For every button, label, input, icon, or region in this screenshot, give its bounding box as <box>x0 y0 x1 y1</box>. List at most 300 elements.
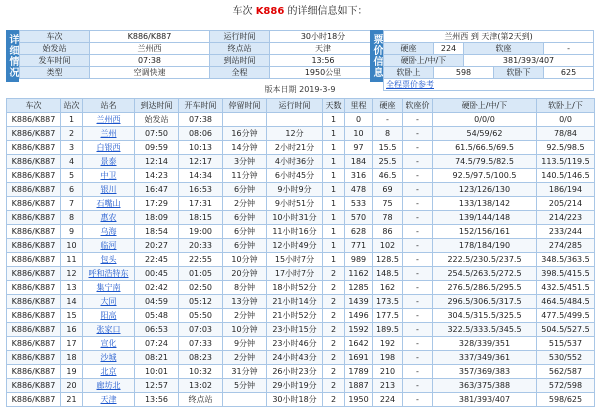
table-cell: 13:02 <box>179 379 223 393</box>
table-cell: 184 <box>345 155 373 169</box>
table-cell: 10小时31分 <box>267 211 323 225</box>
title-suffix: 的详细信息如下： <box>287 6 368 17</box>
table-cell: 152/156/161 <box>433 225 537 239</box>
column-header: 车次 <box>7 99 61 113</box>
table-cell: 1439 <box>345 295 373 309</box>
table-cell: 177.5 <box>373 309 403 323</box>
soft-sleeper-lower-label: 软卧下 <box>494 67 544 79</box>
station-link[interactable]: 呼和浩特东 <box>83 267 135 281</box>
table-cell: 14:23 <box>135 169 179 183</box>
table-cell: 00:45 <box>135 267 179 281</box>
table-row <box>7 225 595 239</box>
table-cell: 14分钟 <box>223 141 267 155</box>
table-cell: 598/625 <box>537 393 595 407</box>
table-cell: 16:53 <box>179 183 223 197</box>
table-cell: 30小时18分 <box>267 393 323 407</box>
table-cell: 504.5/527.5 <box>537 323 595 337</box>
table-cell: 133/138/142 <box>433 197 537 211</box>
column-header: 硬卧上/中/下 <box>433 99 537 113</box>
table-cell: - <box>403 295 433 309</box>
table-cell: 11 <box>61 253 83 267</box>
table-cell: 2 <box>323 365 345 379</box>
table-cell: K886/K887 <box>7 197 61 211</box>
table-cell: 22:45 <box>135 253 179 267</box>
table-cell: 381/393/407 <box>433 393 537 407</box>
station-link[interactable]: 乌海 <box>83 225 135 239</box>
table-cell: - <box>403 127 433 141</box>
table-cell: 2 <box>323 351 345 365</box>
table-cell: 10:13 <box>179 141 223 155</box>
table-cell: 8分钟 <box>223 281 267 295</box>
table-cell: 46.5 <box>373 169 403 183</box>
table-cell: 1 <box>323 169 345 183</box>
hard-seat-label: 硬座 <box>384 43 434 55</box>
table-cell: 6小时45分 <box>267 169 323 183</box>
table-cell: 357/369/383 <box>433 365 537 379</box>
table-cell: 15 <box>61 309 83 323</box>
table-row <box>7 155 595 169</box>
table-cell: 08:21 <box>135 351 179 365</box>
station-link[interactable]: 宣化 <box>83 337 135 351</box>
table-cell: 210 <box>373 365 403 379</box>
table-cell: - <box>403 211 433 225</box>
table-cell: 464.5/484.5 <box>537 295 595 309</box>
table-cell: K886/K887 <box>7 323 61 337</box>
station-link[interactable]: 白银西 <box>83 141 135 155</box>
table-cell: 13:56 <box>135 393 179 407</box>
table-row <box>7 127 595 141</box>
table-cell: 86 <box>373 225 403 239</box>
column-header: 开车时间 <box>179 99 223 113</box>
info-value: 07:38 <box>90 55 210 67</box>
table-row <box>7 239 595 253</box>
table-cell: 8 <box>61 211 83 225</box>
column-header: 天数 <box>323 99 345 113</box>
table-row <box>7 337 595 351</box>
table-row <box>7 183 595 197</box>
table-cell: 18 <box>61 351 83 365</box>
table-cell: 123/126/130 <box>433 183 537 197</box>
column-header: 硬座 <box>373 99 403 113</box>
table-cell: 1642 <box>345 337 373 351</box>
station-link[interactable]: 天津 <box>83 393 135 407</box>
table-cell: 1 <box>323 141 345 155</box>
table-cell: 530/552 <box>537 351 595 365</box>
station-link[interactable]: 临河 <box>83 239 135 253</box>
table-cell: 14:34 <box>179 169 223 183</box>
table-cell: 1 <box>61 113 83 127</box>
table-row <box>7 365 595 379</box>
table-cell: K886/K887 <box>7 379 61 393</box>
column-header: 站名 <box>83 99 135 113</box>
table-cell: 4 <box>61 155 83 169</box>
table-cell: K886/K887 <box>7 267 61 281</box>
table-cell: 6分钟 <box>223 239 267 253</box>
full-price-link[interactable]: 全程票价参考 <box>386 79 434 89</box>
table-cell: 12:14 <box>135 155 179 169</box>
station-link[interactable]: 石嘴山 <box>83 197 135 211</box>
table-cell: 1 <box>323 155 345 169</box>
table-cell: K886/K887 <box>7 393 61 407</box>
table-row <box>7 267 595 281</box>
table-cell: 0/0 <box>537 113 595 127</box>
soft-sleeper-lower-price: 625 <box>544 67 594 79</box>
table-cell: 1 <box>323 225 345 239</box>
table-cell: 432.5/451.5 <box>537 281 595 295</box>
table-cell: 18:09 <box>135 211 179 225</box>
table-cell: 10分钟 <box>223 323 267 337</box>
table-cell: 348.5/363.5 <box>537 253 595 267</box>
column-header: 停留时间 <box>223 99 267 113</box>
table-cell: 128.5 <box>373 253 403 267</box>
table-cell: 21小时52分 <box>267 309 323 323</box>
table-cell: 2 <box>323 337 345 351</box>
table-cell: 02:50 <box>179 281 223 295</box>
table-cell: 1 <box>323 211 345 225</box>
table-cell: 533 <box>345 197 373 211</box>
table-cell: 213 <box>373 379 403 393</box>
table-cell: 19 <box>61 365 83 379</box>
table-cell: 09:59 <box>135 141 179 155</box>
hard-seat-price: 224 <box>434 43 464 55</box>
table-cell: 20分钟 <box>223 267 267 281</box>
table-cell: 2 <box>323 379 345 393</box>
table-cell: 9分钟 <box>223 337 267 351</box>
column-header: 软卧上/下 <box>537 99 595 113</box>
table-cell: 6分钟 <box>223 225 267 239</box>
table-cell: 12分 <box>267 127 323 141</box>
table-cell: 1 <box>323 197 345 211</box>
table-cell: 322.5/333.5/345.5 <box>433 323 537 337</box>
column-header: 里程 <box>345 99 373 113</box>
table-cell: 4小时36分 <box>267 155 323 169</box>
table-cell: 7 <box>61 197 83 211</box>
station-link[interactable]: 银川 <box>83 183 135 197</box>
table-cell: - <box>403 351 433 365</box>
table-cell: 终点站 <box>179 393 223 407</box>
table-cell: 189.5 <box>373 323 403 337</box>
info-label: 到站时间 <box>210 55 270 67</box>
table-row <box>7 323 595 337</box>
table-cell: 23小时15分 <box>267 323 323 337</box>
table-cell: 2 <box>323 323 345 337</box>
table-cell: 22:55 <box>179 253 223 267</box>
price-info-table <box>383 30 594 91</box>
table-row <box>7 197 595 211</box>
info-value: 13:56 <box>270 55 377 67</box>
table-cell: 140.5/146.5 <box>537 169 595 183</box>
table-cell: 54/59/62 <box>433 127 537 141</box>
table-cell <box>223 113 267 127</box>
info-value: 天津 <box>270 43 377 55</box>
station-link[interactable]: 集宁南 <box>83 281 135 295</box>
table-cell: 224 <box>373 393 403 407</box>
table-cell: 198 <box>373 351 403 365</box>
column-header: 站次 <box>61 99 83 113</box>
table-cell: 17 <box>61 337 83 351</box>
table-cell: 2 <box>323 393 345 407</box>
table-cell: 2分钟 <box>223 309 267 323</box>
info-value: 空调快速 <box>90 67 210 79</box>
table-cell: 572/598 <box>537 379 595 393</box>
table-cell: 139/144/148 <box>433 211 537 225</box>
table-cell: 570 <box>345 211 373 225</box>
table-cell: 9小时9分 <box>267 183 323 197</box>
table-cell: - <box>403 393 433 407</box>
info-row <box>20 55 377 67</box>
table-cell: 10:01 <box>135 365 179 379</box>
table-cell: 989 <box>345 253 373 267</box>
table-cell: 2 <box>61 127 83 141</box>
table-cell: 17:29 <box>135 197 179 211</box>
station-link[interactable]: 廊坊北 <box>83 379 135 393</box>
table-row <box>7 295 595 309</box>
table-cell: K886/K887 <box>7 295 61 309</box>
table-cell: 2 <box>323 309 345 323</box>
soft-seat-price: - <box>544 43 594 55</box>
table-cell: 562/587 <box>537 365 595 379</box>
table-cell: K886/K887 <box>7 127 61 141</box>
table-cell: 12 <box>61 267 83 281</box>
table-cell: 08:23 <box>179 351 223 365</box>
table-cell: 05:12 <box>179 295 223 309</box>
soft-sleeper-upper-price: 598 <box>434 67 494 79</box>
station-link[interactable]: 张家口 <box>83 323 135 337</box>
table-cell: 29小时19分 <box>267 379 323 393</box>
table-cell: K886/K887 <box>7 211 61 225</box>
table-cell: 205/214 <box>537 197 595 211</box>
table-cell: 515/537 <box>537 337 595 351</box>
table-cell: 06:53 <box>135 323 179 337</box>
info-label: 终点站 <box>210 43 270 55</box>
table-cell: 10分钟 <box>223 253 267 267</box>
table-cell: 162 <box>373 281 403 295</box>
info-label: 类型 <box>20 67 90 79</box>
table-cell: K886/K887 <box>7 337 61 351</box>
table-cell: - <box>373 113 403 127</box>
table-cell: 2 <box>323 267 345 281</box>
table-cell: 3 <box>61 141 83 155</box>
title-prefix: 车次 <box>232 6 253 17</box>
table-cell: - <box>403 197 433 211</box>
table-cell: 05:48 <box>135 309 179 323</box>
table-cell: 1162 <box>345 267 373 281</box>
station-link[interactable]: 兰州西 <box>83 113 135 127</box>
table-cell: 17:31 <box>179 197 223 211</box>
table-cell: 92.5/97.5/100.5 <box>433 169 537 183</box>
table-cell: 78/84 <box>537 127 595 141</box>
table-cell: 17小时7分 <box>267 267 323 281</box>
table-cell: K886/K887 <box>7 225 61 239</box>
table-cell: 12:17 <box>179 155 223 169</box>
table-cell: 1950 <box>345 393 373 407</box>
column-header: 到达时间 <box>135 99 179 113</box>
info-label: 始发站 <box>20 43 90 55</box>
table-cell: K886/K887 <box>7 365 61 379</box>
table-cell: 0 <box>345 113 373 127</box>
table-cell: 75 <box>373 197 403 211</box>
table-cell: 05:50 <box>179 309 223 323</box>
info-value: 兰州西 <box>90 43 210 55</box>
table-cell: 18:15 <box>179 211 223 225</box>
version-date: 版本日期 2019-3-9 <box>264 85 336 94</box>
table-cell: 26小时23分 <box>267 365 323 379</box>
table-cell: - <box>403 183 433 197</box>
table-cell: 1 <box>323 239 345 253</box>
table-row <box>7 309 595 323</box>
table-cell: 3分钟 <box>223 155 267 169</box>
table-cell: 6分钟 <box>223 183 267 197</box>
table-cell: 11分钟 <box>223 169 267 183</box>
station-link[interactable]: 阳高 <box>83 309 135 323</box>
station-link[interactable]: 包头 <box>83 253 135 267</box>
soft-seat-label: 软座 <box>464 43 544 55</box>
hard-sleeper-price: 381/393/407 <box>464 55 594 67</box>
column-header: 运行时间 <box>267 99 323 113</box>
table-cell: 24小时43分 <box>267 351 323 365</box>
table-cell: 31分钟 <box>223 365 267 379</box>
table-cell: - <box>403 365 433 379</box>
table-cell: 10 <box>345 127 373 141</box>
table-cell: 21 <box>61 393 83 407</box>
table-cell: - <box>403 155 433 169</box>
station-link[interactable]: 景泰 <box>83 155 135 169</box>
price-panel-label: 票价信息 <box>370 30 383 82</box>
table-cell: 20:33 <box>179 239 223 253</box>
table-cell: 15小时7分 <box>267 253 323 267</box>
table-cell: K886/K887 <box>7 351 61 365</box>
table-cell: 23小时46分 <box>267 337 323 351</box>
table-cell: 1887 <box>345 379 373 393</box>
table-cell: 1285 <box>345 281 373 295</box>
table-cell: 2分钟 <box>223 351 267 365</box>
table-cell: 15.5 <box>373 141 403 155</box>
table-row <box>7 169 595 183</box>
table-cell: 276.5/286.5/295.5 <box>433 281 537 295</box>
table-cell: 328/339/351 <box>433 337 537 351</box>
station-link[interactable]: 大同 <box>83 295 135 309</box>
table-cell: K886/K887 <box>7 113 61 127</box>
table-cell: K886/K887 <box>7 309 61 323</box>
table-cell: 173.5 <box>373 295 403 309</box>
table-cell: 192 <box>373 337 403 351</box>
table-cell: 25.5 <box>373 155 403 169</box>
table-cell: 398.5/415.5 <box>537 267 595 281</box>
table-row <box>7 379 595 393</box>
table-cell: 1691 <box>345 351 373 365</box>
info-row <box>20 67 377 79</box>
table-cell: 1 <box>323 127 345 141</box>
table-cell: 74.5/79.5/82.5 <box>433 155 537 169</box>
table-cell: 61.5/66.5/69.5 <box>433 141 537 155</box>
info-label: 全程 <box>210 67 270 79</box>
table-cell: K886/K887 <box>7 281 61 295</box>
table-cell <box>223 393 267 407</box>
info-value: 30小时18分 <box>270 31 377 43</box>
table-cell: 1 <box>323 253 345 267</box>
table-cell: 11小时16分 <box>267 225 323 239</box>
table-cell: 186/194 <box>537 183 595 197</box>
table-cell: 304.5/315.5/325.5 <box>433 309 537 323</box>
table-cell: 113.5/119.5 <box>537 155 595 169</box>
station-link[interactable]: 沙城 <box>83 351 135 365</box>
table-cell: 363/375/388 <box>433 379 537 393</box>
table-cell: K886/K887 <box>7 239 61 253</box>
table-cell: 1 <box>323 183 345 197</box>
table-cell: 316 <box>345 169 373 183</box>
table-cell: - <box>403 323 433 337</box>
table-cell: - <box>403 225 433 239</box>
table-row <box>7 113 595 127</box>
table-cell: 69 <box>373 183 403 197</box>
table-cell: 18:54 <box>135 225 179 239</box>
train-number: K886 <box>255 6 285 17</box>
table-cell: 92.5/98.5 <box>537 141 595 155</box>
table-cell: 08:06 <box>179 127 223 141</box>
table-cell: 0/0/0 <box>433 113 537 127</box>
table-cell: 12小时49分 <box>267 239 323 253</box>
table-cell: 178/184/190 <box>433 239 537 253</box>
table-cell: 13分钟 <box>223 295 267 309</box>
table-cell: 16:47 <box>135 183 179 197</box>
table-cell: 628 <box>345 225 373 239</box>
table-cell: 20 <box>61 379 83 393</box>
table-cell: - <box>403 379 433 393</box>
train-info-table <box>19 30 377 79</box>
table-cell: K886/K887 <box>7 183 61 197</box>
table-cell: 19:00 <box>179 225 223 239</box>
table-row <box>7 253 595 267</box>
table-cell: 16分钟 <box>223 127 267 141</box>
table-cell: 1 <box>323 113 345 127</box>
table-cell: 10:32 <box>179 365 223 379</box>
table-cell: 78 <box>373 211 403 225</box>
table-cell: 1496 <box>345 309 373 323</box>
station-link[interactable]: 北京 <box>83 365 135 379</box>
table-cell: 21小时14分 <box>267 295 323 309</box>
table-cell: 102 <box>373 239 403 253</box>
table-cell: 16 <box>61 323 83 337</box>
table-cell: 148.5 <box>373 267 403 281</box>
info-row <box>20 31 377 43</box>
table-cell: - <box>403 337 433 351</box>
table-cell: 13 <box>61 281 83 295</box>
table-cell: 04:59 <box>135 295 179 309</box>
table-cell: K886/K887 <box>7 155 61 169</box>
table-cell: - <box>403 141 433 155</box>
table-cell: - <box>403 281 433 295</box>
table-cell: 07:24 <box>135 337 179 351</box>
table-cell: 20:27 <box>135 239 179 253</box>
table-cell: 1789 <box>345 365 373 379</box>
info-value: 1950公里 <box>270 67 377 79</box>
table-cell: 07:50 <box>135 127 179 141</box>
table-cell <box>267 113 323 127</box>
table-cell: 02:42 <box>135 281 179 295</box>
info-panel-label: 详细情况 <box>6 30 19 82</box>
table-cell: 2 <box>323 281 345 295</box>
price-route: 兰州西 到 天津(第2天到) <box>384 31 594 43</box>
table-cell: 8 <box>373 127 403 141</box>
station-link[interactable]: 中卫 <box>83 169 135 183</box>
table-cell: K886/K887 <box>7 169 61 183</box>
table-cell: 233/244 <box>537 225 595 239</box>
station-link[interactable]: 兰州 <box>83 127 135 141</box>
soft-sleeper-upper-label: 软卧上 <box>384 67 434 79</box>
station-link[interactable]: 惠农 <box>83 211 135 225</box>
table-cell: 477.5/499.5 <box>537 309 595 323</box>
column-header: 软座价 <box>403 99 433 113</box>
